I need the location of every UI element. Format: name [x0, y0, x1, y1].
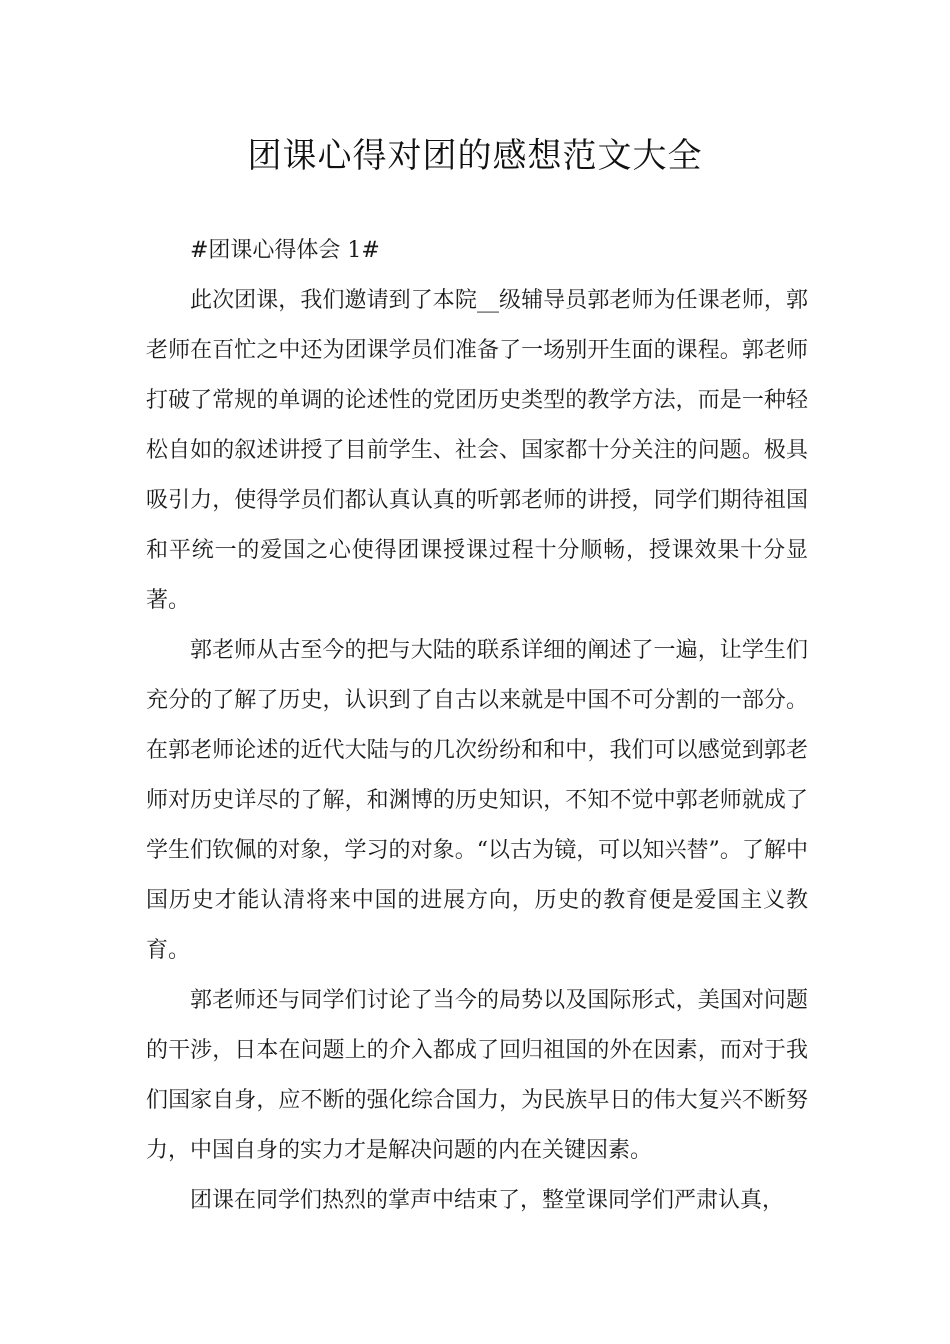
paragraph-2: 郭老师从古至今的把与大陆的联系详细的阐述了一遍，让学生们充分的了解了历史，认识到了自古以来就是中国不可分割的一部分。在郭老师论述的近代大陆与的几次纷纷和和中，我们可以感觉到郭老师对历史详尽的了解，和渊博的历史知识，不知不觉中郭老师就成了学生们钦佩的对象，学习的对象。“以古为镜，可以知兴替”。了解中国历史才能认清将来中国的进展方向，历史的教育便是爱国主义教育。 [146, 638, 808, 963]
section-heading: #团课心得体会 1# [190, 238, 380, 263]
paragraph-3: 郭老师还与同学们讨论了当今的局势以及国际形式，美国对问题的干涉，日本在问题上的介入都成了回归祖国的外在因素，而对于我们国家自身，应不断的强化综合国力，为民族早日的伟大复兴不断努力，中国自身的实力才是解决问题的内在关键因素。 [146, 988, 808, 1163]
document-body [146, 226, 808, 1226]
paragraph-1: 此次团课，我们邀请到了本院__级辅导员郭老师为任课老师，郭老师在百忙之中还为团课学员们准备了一场别开生面的课程。郭老师打破了常规的单调的论述性的党团历史类型的教学方法，而是一种轻松自如的叙述讲授了目前学生、社会、国家都十分关注的问题。极具吸引力，使得学员们都认真认真的听郭老师的讲授，同学们期待祖国和平统一的爱国之心使得团课授课过程十分顺畅，授课效果十分显著。 [146, 288, 808, 613]
paragraph-4: 团课在同学们热烈的掌声中结束了，整堂课同学们严肃认真， [190, 1188, 785, 1213]
document-title: 团课心得对团的感想范文大全 [247, 136, 703, 176]
